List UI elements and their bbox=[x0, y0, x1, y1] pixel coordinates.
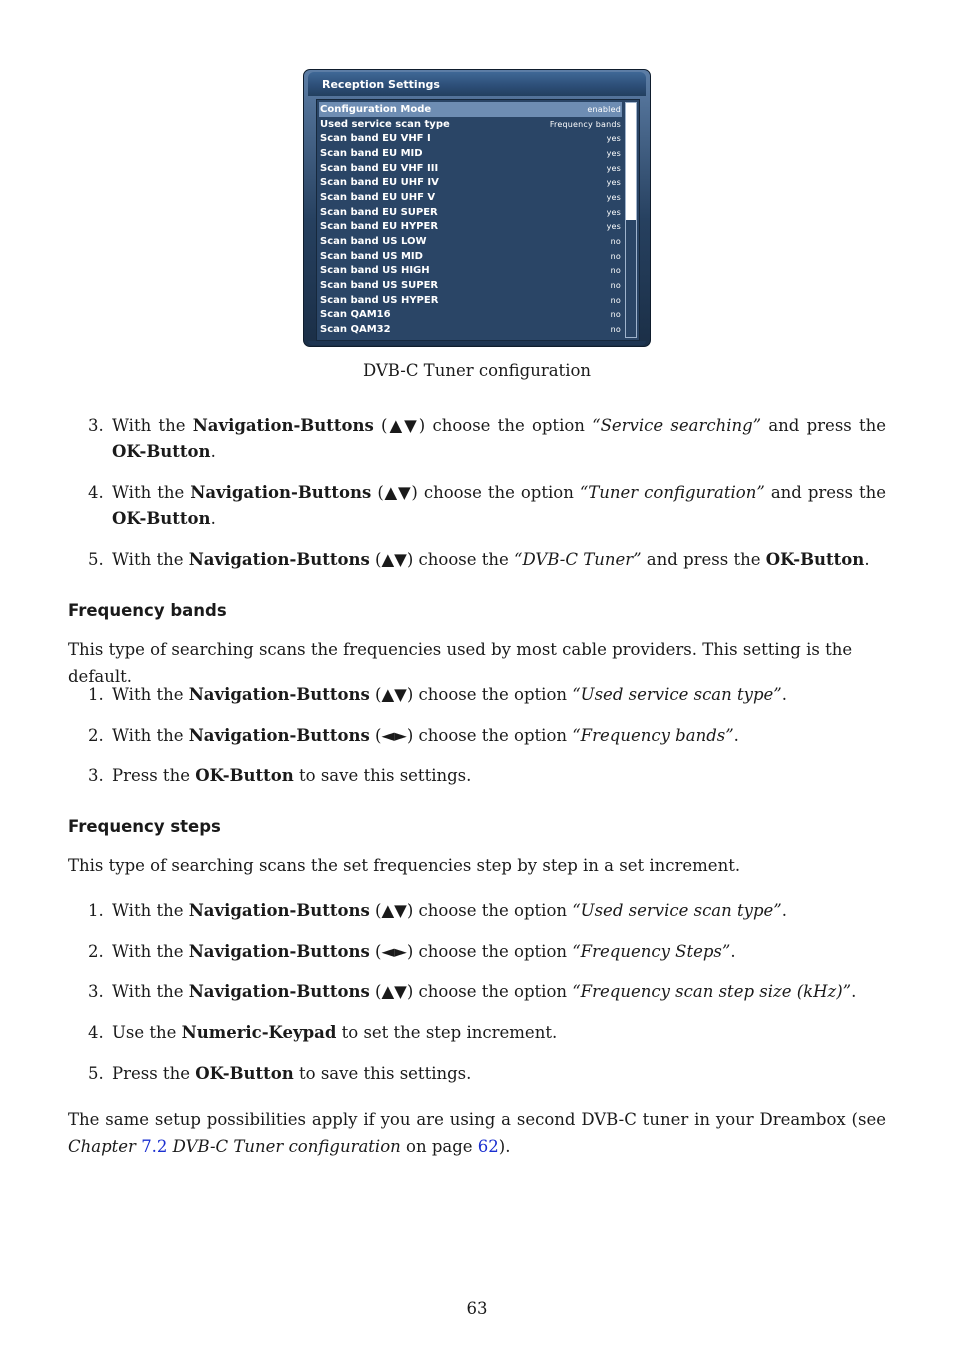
chapter-link[interactable]: 7.2 bbox=[141, 1137, 168, 1156]
osd-setting-value: enabled bbox=[587, 104, 621, 114]
section-text-frequency-bands: This type of searching scans the frequencies used by most cable providers. This setting is the default. bbox=[68, 640, 853, 686]
step-number: 5. bbox=[88, 550, 104, 569]
steps-step-1: 1. With the Navigation-Buttons (▲▼) choose the option “Used service scan type”. bbox=[88, 901, 787, 920]
osd-setting-label: Scan band US HIGH bbox=[320, 265, 430, 277]
intro-step-5: 5. With the Navigation-Buttons (▲▼) choose the “DVB-C Tuner” and press the OK-Button. bbox=[88, 547, 886, 573]
steps-step-4: 4. Use the Numeric-Keypad to set the step increment. bbox=[88, 1023, 558, 1042]
page-number: 63 bbox=[466, 1299, 488, 1318]
osd-setting-row bbox=[319, 249, 622, 264]
steps-step-3: 3. With the Navigation-Buttons (▲▼) choose the option “Frequency scan step size (kHz)”. bbox=[88, 982, 857, 1001]
osd-setting-label: Used service scan type bbox=[320, 118, 450, 130]
page-link[interactable]: 62 bbox=[477, 1137, 499, 1156]
osd-setting-label: Scan QAM16 bbox=[320, 309, 391, 321]
figure-caption: DVB-C Tuner configuration bbox=[362, 361, 592, 380]
osd-setting-row bbox=[319, 146, 622, 161]
osd-setting-row bbox=[319, 220, 622, 235]
bands-step-1: 1. With the Navigation-Buttons (▲▼) choose the option “Used service scan type”. bbox=[88, 685, 787, 704]
osd-setting-label: Scan band US LOW bbox=[320, 236, 427, 248]
osd-setting-label: Scan band EU MID bbox=[320, 147, 423, 159]
osd-window-title: Reception Settings bbox=[308, 72, 646, 96]
osd-setting-value: yes bbox=[606, 207, 621, 217]
osd-setting-value: yes bbox=[606, 178, 621, 188]
step-number: 4. bbox=[88, 483, 104, 502]
osd-menu-panel bbox=[316, 99, 640, 341]
osd-setting-label: Scan band EU HYPER bbox=[320, 221, 439, 233]
steps-step-2: 2. With the Navigation-Buttons (◄►) choose the option “Frequency Steps”. bbox=[88, 942, 736, 961]
osd-setting-row bbox=[319, 161, 622, 176]
osd-setting-label: Scan band EU UHF IV bbox=[320, 177, 439, 189]
osd-scrollbar bbox=[625, 102, 637, 338]
osd-setting-row bbox=[319, 308, 622, 323]
osd-setting-row bbox=[319, 205, 622, 220]
osd-setting-row bbox=[319, 131, 622, 146]
osd-setting-value: yes bbox=[606, 134, 621, 144]
osd-frame-bottom bbox=[308, 341, 646, 345]
osd-setting-value: no bbox=[610, 237, 621, 247]
osd-setting-value: yes bbox=[606, 222, 621, 232]
steps-step-5: 5. Press the OK-Button to save this settings. bbox=[88, 1064, 472, 1083]
osd-setting-row bbox=[319, 175, 622, 190]
osd-setting-value: no bbox=[610, 310, 621, 320]
section-heading-frequency-steps: Frequency steps bbox=[68, 817, 221, 836]
intro-step-3: 3. With the Navigation-Buttons (▲▼) choose the option “Service searching” and press the OK-Button. bbox=[88, 413, 886, 465]
osd-setting-value: Frequency bands bbox=[549, 119, 621, 129]
osd-setting-label: Scan band EU UHF V bbox=[320, 191, 436, 203]
osd-setting-row bbox=[319, 278, 622, 293]
osd-setting-label: Scan band EU SUPER bbox=[320, 206, 438, 218]
osd-setting-label: Scan band US MID bbox=[320, 250, 423, 262]
osd-setting-row bbox=[319, 264, 622, 279]
osd-setting-value: no bbox=[610, 281, 621, 291]
section-text-frequency-steps: This type of searching scans the set frequencies step by step in a set increment. bbox=[68, 856, 741, 875]
section-heading-frequency-bands: Frequency bands bbox=[68, 601, 227, 620]
intro-step-4: 4. With the Navigation-Buttons (▲▼) choose the option “Tuner configuration” and press the OK-Button. bbox=[88, 480, 886, 532]
osd-settings-list bbox=[319, 102, 622, 337]
osd-setting-value: yes bbox=[606, 163, 621, 173]
osd-setting-row bbox=[319, 234, 622, 249]
reception-settings-screenshot bbox=[303, 69, 651, 347]
bands-step-2: 2. With the Navigation-Buttons (◄►) choose the option “Frequency bands”. bbox=[88, 726, 739, 745]
osd-setting-value: no bbox=[610, 295, 621, 305]
osd-setting-label: Scan QAM32 bbox=[320, 324, 391, 336]
osd-setting-row bbox=[319, 322, 622, 337]
osd-setting-label: Scan band US HYPER bbox=[320, 294, 439, 306]
osd-setting-label: Scan band EU VHF I bbox=[320, 133, 431, 145]
osd-setting-label: Scan band US SUPER bbox=[320, 280, 439, 292]
osd-setting-label: Configuration Mode bbox=[320, 103, 432, 115]
bands-step-3: 3. Press the OK-Button to save this settings. bbox=[88, 766, 472, 785]
osd-setting-row bbox=[319, 117, 622, 132]
osd-scrollbar-thumb bbox=[626, 103, 636, 220]
osd-setting-value: no bbox=[610, 266, 621, 276]
osd-setting-row bbox=[319, 102, 622, 117]
osd-setting-value: no bbox=[610, 251, 621, 261]
osd-setting-row bbox=[319, 293, 622, 308]
osd-setting-value: no bbox=[610, 325, 621, 335]
osd-setting-value: yes bbox=[606, 148, 621, 158]
step-number: 3. bbox=[88, 416, 104, 435]
closing-paragraph: The same setup possibilities apply if you are using a second DVB-C tuner in your Dreambox (see Chapter 7.2 DVB-C Tuner configuration on page 62). bbox=[68, 1110, 886, 1156]
osd-setting-value: yes bbox=[606, 192, 621, 202]
osd-setting-label: Scan band EU VHF III bbox=[320, 162, 439, 174]
osd-setting-row bbox=[319, 190, 622, 205]
